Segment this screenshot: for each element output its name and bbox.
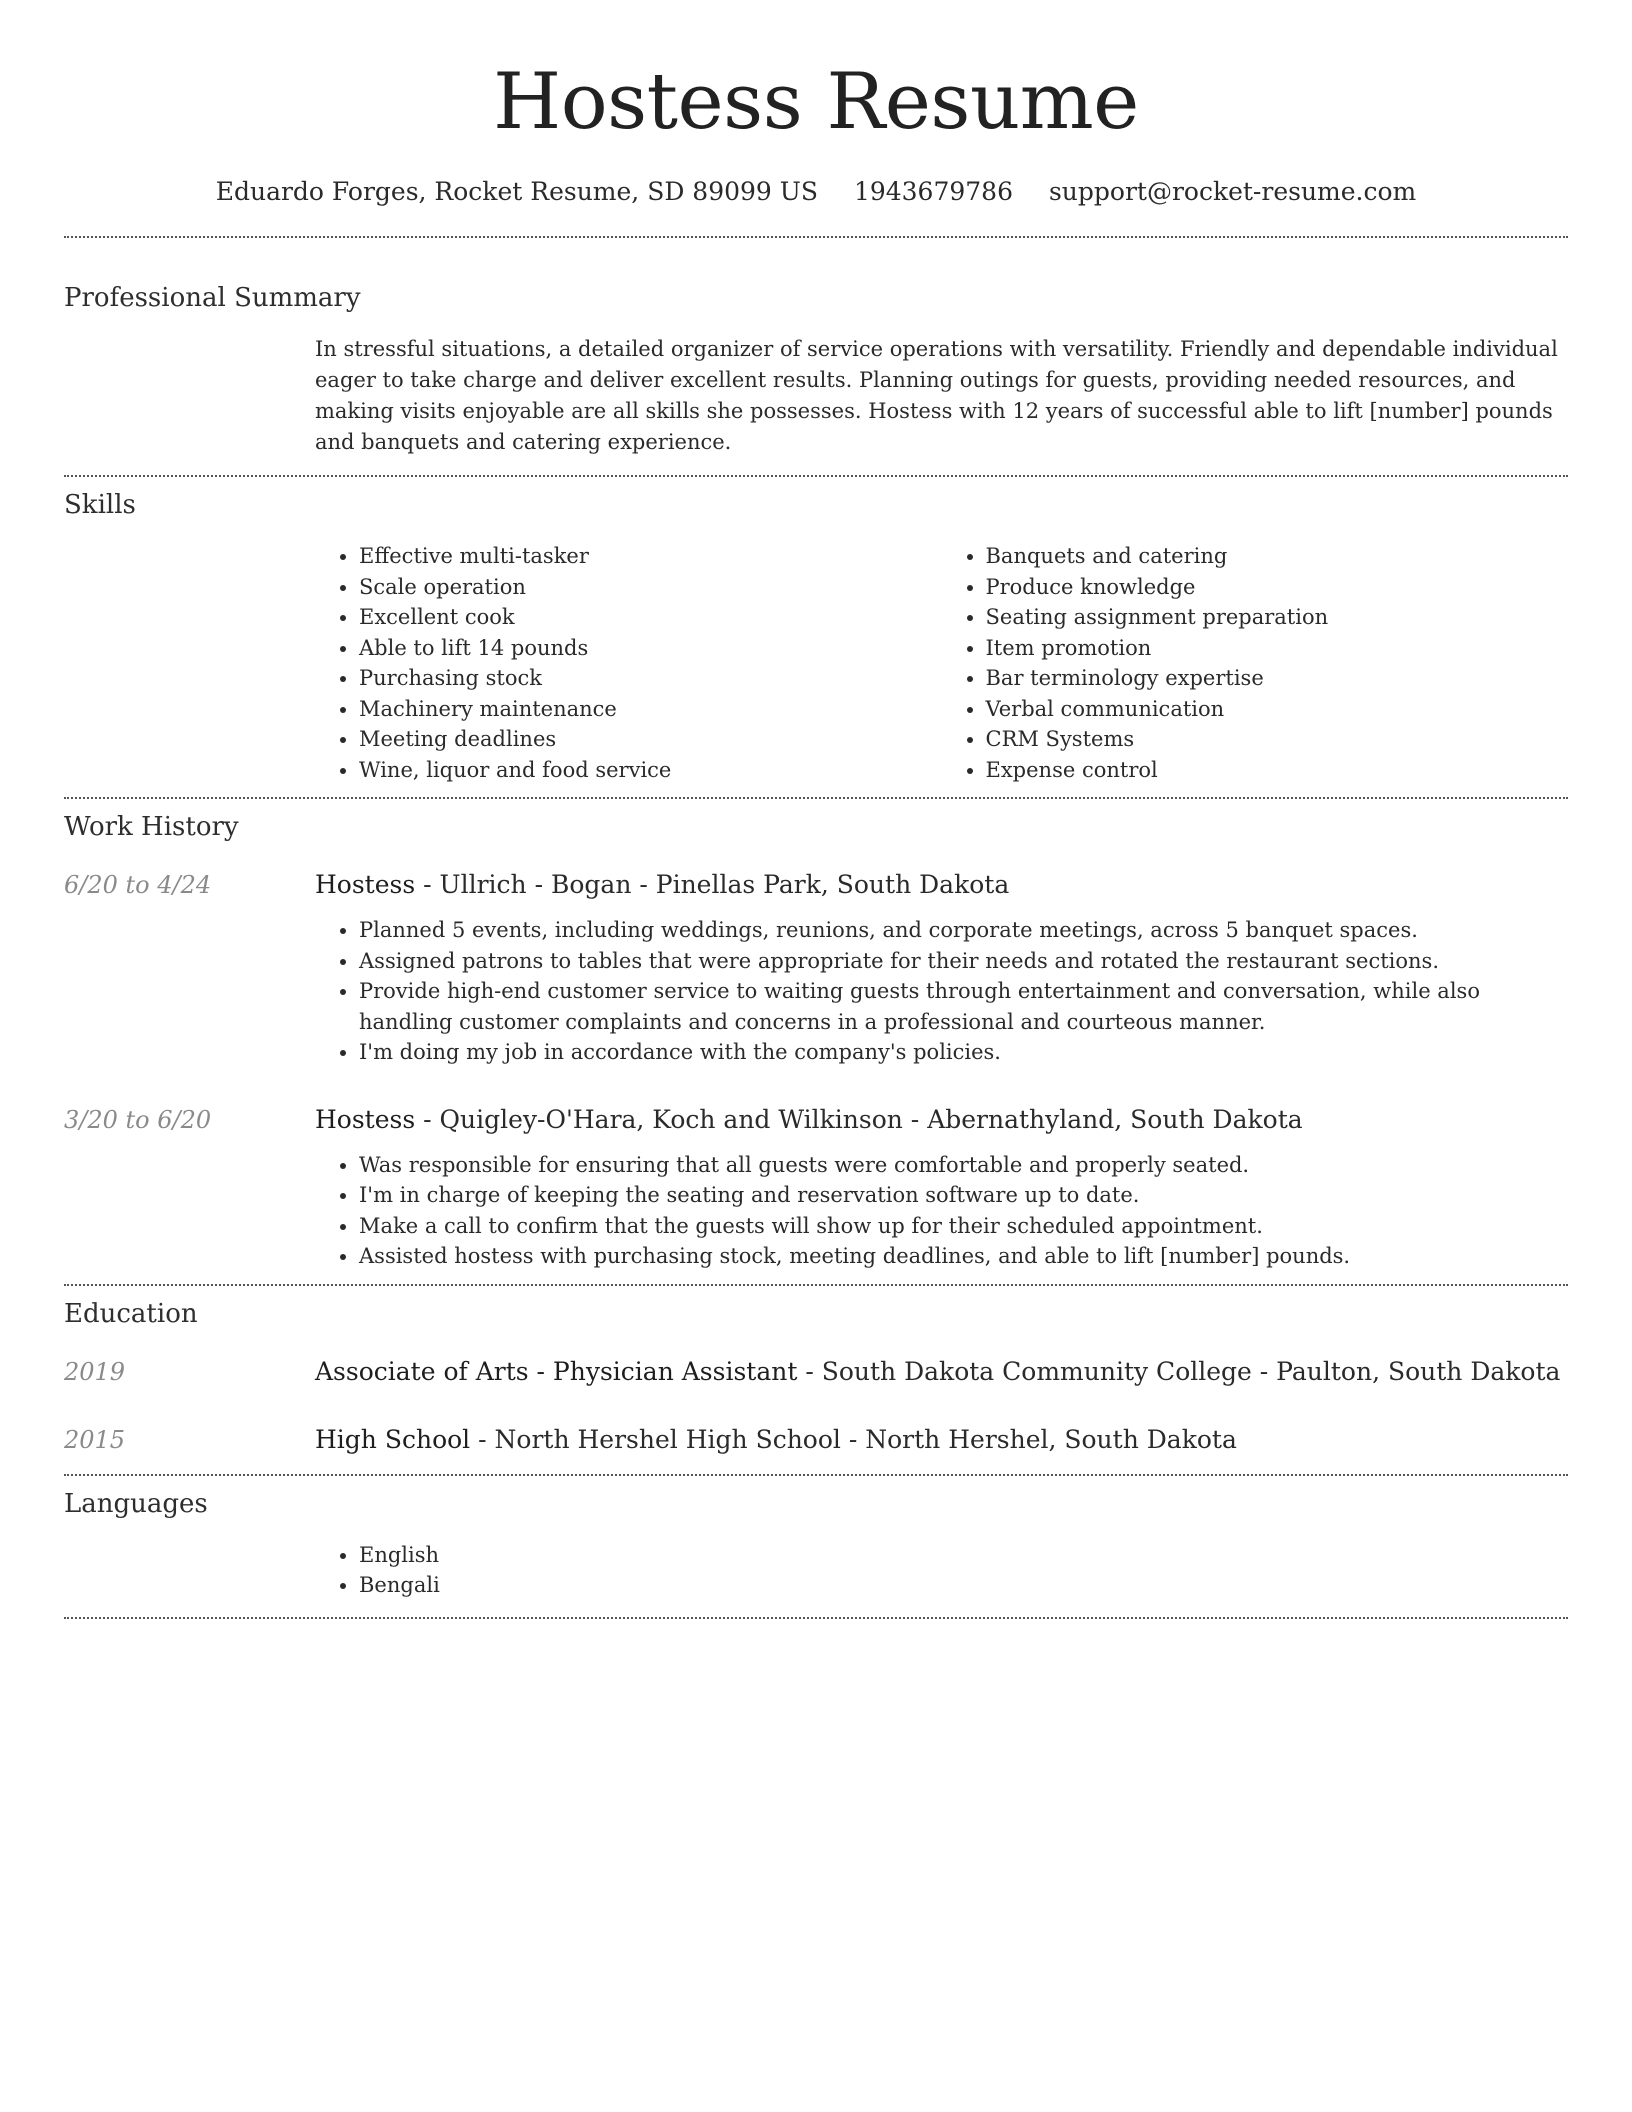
education-entry	[64, 1354, 1568, 1390]
job-bullet: • Planned 5 events, including weddings, reunions, and corporate meetings, across 5 banquet spaces.	[359, 915, 1568, 946]
skills-list-left	[315, 541, 942, 785]
job-bullet: • Assisted hostess with purchasing stock, meeting deadlines, and able to lift [number] pounds.	[359, 1241, 1568, 1272]
separator: -	[840, 1424, 866, 1454]
skill-item: • Banquets and catering	[986, 541, 1569, 572]
language-item: • English	[359, 1540, 1568, 1571]
job-dates: 3/20 to 6/20	[64, 1105, 212, 1134]
job-bullets	[315, 915, 1568, 1068]
skill-item: • Verbal communication	[986, 694, 1569, 725]
job-title: Hostess	[315, 870, 416, 899]
section-title-work: Work History	[64, 812, 239, 842]
section-title-summary: Professional Summary	[64, 283, 361, 313]
page-title: Hostess Resume	[493, 57, 1139, 147]
section-title-skills: Skills	[64, 490, 136, 520]
languages-list	[315, 1540, 1568, 1601]
section-title-education: Education	[64, 1298, 198, 1329]
job-header	[315, 867, 1568, 903]
summary-text: In stressful situations, a detailed organizer of service operations with versatility. Friendly and dependable individual eager to take charge and deliver excellent results. Planning outings for guests, providing needed resources, and making visits enjoyable are all skills she possesses. Hostess with 12 years of successful able to lift [number] pounds and banquets and catering experience.	[315, 337, 1558, 454]
job-bullet: • Provide high-end customer service to waiting guests through entertainment and conversation, while also handling customer complaints and concerns in a professional and courteous manner.	[359, 976, 1568, 1037]
job-bullet: • I'm doing my job in accordance with the company's policies.	[359, 1037, 1568, 1068]
separator: -	[1251, 1356, 1277, 1386]
job-company: Quigley-O'Hara, Koch and Wilkinson	[439, 1104, 903, 1134]
education-header	[315, 1354, 1568, 1390]
skill-item: • Scale operation	[359, 572, 942, 603]
skill-item: • Expense control	[986, 755, 1569, 786]
summary-section	[64, 238, 1568, 458]
separator: -	[470, 1424, 495, 1454]
job-dates: 6/20 to 4/24	[64, 871, 212, 899]
contact-line	[64, 174, 1568, 210]
job-entry	[64, 1102, 1568, 1272]
education-school: South Dakota Community College	[821, 1356, 1252, 1386]
education-year: 2019	[64, 1357, 126, 1386]
skill-item: • Excellent cook	[359, 602, 942, 633]
job-company: Ullrich - Bogan	[439, 870, 632, 899]
section-title-languages: Languages	[64, 1488, 208, 1519]
skill-item: • Produce knowledge	[986, 572, 1569, 603]
skill-item: • Able to lift 14 pounds	[359, 633, 942, 664]
education-school: North Hershel High School	[494, 1424, 841, 1454]
job-bullet: • I'm in charge of keeping the seating and reservation software up to date.	[359, 1180, 1568, 1211]
job-bullet: • Was responsible for ensuring that all guests were comfortable and properly seated.	[359, 1150, 1568, 1181]
skills-section	[64, 477, 1568, 785]
skill-item: • Bar terminology expertise	[986, 663, 1569, 694]
education-degree: Associate of Arts - Physician Assistant	[315, 1356, 798, 1386]
job-bullets	[315, 1150, 1568, 1272]
work-section	[64, 799, 1568, 1272]
contact-phone: 1943679786	[853, 177, 1013, 206]
education-year: 2015	[64, 1425, 126, 1454]
skill-item: • Seating assignment preparation	[986, 602, 1569, 633]
separator: -	[797, 1356, 822, 1386]
job-entry	[64, 867, 1568, 1068]
job-title: Hostess	[315, 1104, 416, 1134]
skill-item: • CRM Systems	[986, 724, 1569, 755]
language-item: • Bengali	[359, 1570, 1568, 1601]
education-entry	[64, 1422, 1568, 1458]
job-bullet: • Assigned patrons to tables that were appropriate for their needs and rotated the restaurant sections.	[359, 946, 1568, 977]
skills-list-right	[942, 541, 1569, 785]
languages-section	[64, 1476, 1568, 1601]
job-bullet: • Make a call to confirm that the guests will show up for their scheduled appointment.	[359, 1211, 1568, 1242]
skill-item: • Purchasing stock	[359, 663, 942, 694]
separator: -	[415, 1104, 440, 1134]
separator: -	[631, 870, 656, 899]
skill-item: • Meeting deadlines	[359, 724, 942, 755]
education-header	[315, 1422, 1568, 1458]
separator: -	[902, 1104, 928, 1134]
job-location: Pinellas Park, South Dakota	[655, 870, 1010, 899]
divider	[64, 1617, 1568, 1619]
job-location: Abernathyland, South Dakota	[927, 1104, 1303, 1134]
resume-page	[64, 0, 1568, 1619]
skill-item: • Machinery maintenance	[359, 694, 942, 725]
education-location: North Hershel, South Dakota	[865, 1424, 1237, 1454]
skill-item: • Effective multi-tasker	[359, 541, 942, 572]
education-section	[64, 1286, 1568, 1458]
separator: -	[415, 870, 440, 899]
contact-address: Eduardo Forges, Rocket Resume, SD 89099 US	[215, 177, 818, 206]
job-header	[315, 1102, 1568, 1138]
skill-item: • Item promotion	[986, 633, 1569, 664]
contact-email: support@rocket-resume.com	[1048, 177, 1417, 206]
skill-item: • Wine, liquor and food service	[359, 755, 942, 786]
education-location: Paulton, South Dakota	[1276, 1356, 1561, 1386]
education-degree: High School	[315, 1424, 471, 1454]
